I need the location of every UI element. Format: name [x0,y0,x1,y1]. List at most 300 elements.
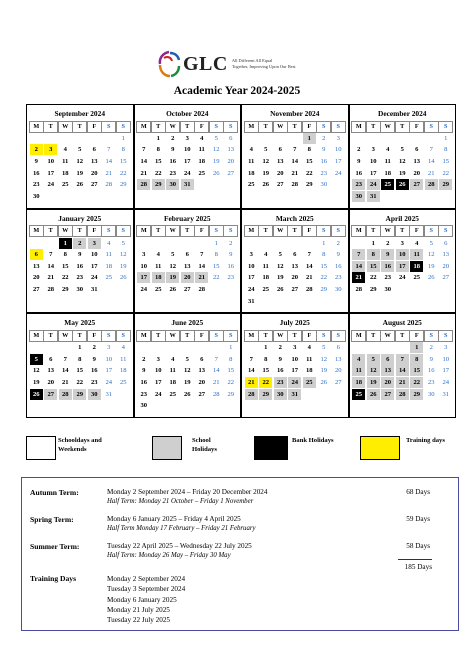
day-cell: 9 [142,367,146,375]
week-row [137,179,239,191]
week-row [137,260,239,272]
day-cell: 15 [305,158,313,166]
month-block [135,314,241,417]
day-cell: 5 [278,251,282,259]
week-row [29,272,131,284]
day-cell: 18 [61,169,69,177]
weekday-header: T [180,121,195,133]
week-row [137,284,239,296]
empty-day-cell [332,179,345,190]
day-cell: 27 [442,274,450,282]
empty-day-cell [425,191,438,202]
day-cell: 15 [442,158,450,166]
day-cell: 25 [105,274,113,282]
week-row [137,388,239,400]
day-cell: 7 [214,355,218,363]
day-cell: 5 [214,134,218,142]
day-cell: 10 [247,262,255,270]
day-cell: 3 [249,251,253,259]
empty-day-cell [30,238,43,249]
autumn-term-dates: Monday 2 September 2024 – Friday 20 December 2024 [107,488,268,496]
empty-day-cell [224,400,237,411]
empty-day-cell [439,296,452,307]
weekday-header: F [409,121,424,133]
day-cell: 25 [352,389,365,400]
day-cell: 29 [61,285,69,293]
day-cell: 25 [169,390,177,398]
day-cell: 8 [78,355,82,363]
day-cell: 7 [293,146,297,154]
weekday-header: M [29,121,44,133]
day-cell: 2 [357,146,361,154]
day-cell: 23 [76,274,84,282]
day-cell: 15 [212,262,220,270]
day-cell: 1 [121,134,125,142]
empty-day-cell [259,191,272,202]
day-cell: 8 [307,146,311,154]
day-cell: 18 [198,158,206,166]
day-cell: 11 [62,158,69,166]
day-cell: 13 [413,158,421,166]
day-cell: 18 [262,274,270,282]
empty-day-cell [102,284,115,295]
day-cell: 14 [61,367,69,375]
day-cell: 1 [303,133,316,144]
day-cell: 4 [121,344,125,352]
week-row [244,167,346,179]
day-cell: 7 [49,251,53,259]
day-cell: 10 [105,355,113,363]
empty-day-cell [195,191,208,202]
day-cell: 17 [154,379,162,386]
weekday-header: T [43,225,58,237]
day-cell: 8 [367,249,380,260]
weekday-header: M [244,330,259,342]
empty-day-cell [410,133,423,144]
day-cell: 16 [169,158,177,166]
day-cell: 19 [183,379,191,386]
weekday-header: T [151,121,166,133]
day-cell: 23 [90,379,98,386]
empty-day-cell [44,342,57,353]
empty-day-cell [410,296,423,307]
weekday-header: S [316,225,331,237]
empty-day-cell [181,238,194,249]
month-title: May 2025 [64,318,96,328]
day-cell: 4 [249,146,253,154]
weekday-header: T [258,121,273,133]
empty-day-cell [396,342,409,353]
day-cell: 19 [398,169,406,177]
day-cell: 12 [427,251,435,259]
day-cell: 1 [264,344,268,352]
day-cell: 31 [367,191,380,202]
weekday-header: M [29,330,44,342]
week-row [29,179,131,191]
weekday-header: S [223,225,238,237]
day-cell: 12 [398,158,406,166]
week-row [244,377,346,389]
weekday-header-row [244,226,346,238]
legend-item-schooldays: Schooldays and Weekends [26,436,102,460]
empty-day-cell [166,342,179,353]
day-cell: 14 [212,367,220,375]
empty-day-cell [396,133,409,144]
day-cell: 18 [410,261,423,272]
weekday-header: W [165,121,180,133]
day-cell: 21 [291,169,299,177]
week-row [137,249,239,261]
empty-day-cell [30,133,43,144]
day-cell: 23 [427,379,435,386]
month-title: June 2025 [171,318,204,328]
week-row [352,377,454,389]
spring-term-dates: Monday 6 January 2025 – Friday 4 April 2025 [107,515,241,523]
day-cell: 27 [410,179,423,190]
week-row [244,260,346,272]
day-cell: 11 [105,251,112,259]
week-row [29,156,131,168]
empty-day-cell [59,400,72,411]
weekday-header: W [380,121,395,133]
empty-day-cell [332,389,345,400]
day-cell: 12 [32,367,40,375]
day-cell: 29 [410,389,423,400]
empty-day-cell [317,296,330,307]
day-cell: 5 [30,354,43,365]
day-cell: 24 [47,181,55,189]
empty-day-cell [288,191,301,202]
day-cell: 26 [396,179,409,190]
day-cell: 10 [183,146,191,154]
week-row [352,190,454,202]
day-cell: 18 [305,367,313,375]
weekday-header: S [209,121,224,133]
day-cell: 23 [384,274,392,282]
day-cell: 1 [156,134,160,142]
empty-day-cell [274,191,287,202]
day-cell: 7 [307,251,311,259]
legend-swatch-black [254,436,288,460]
day-cell: 13 [198,367,206,375]
empty-day-cell [303,400,316,411]
week-row [244,388,346,400]
weekday-header: W [165,330,180,342]
day-cell: 13 [47,367,55,375]
day-cell: 24 [183,169,191,177]
weekday-header: M [351,121,366,133]
day-cell: 25 [413,274,421,282]
day-cell: 9 [92,355,96,363]
weekday-header: W [273,121,288,133]
day-cell: 20 [413,169,421,177]
day-cell: 2 [336,239,340,247]
day-cell: 20 [442,262,450,270]
empty-day-cell [381,296,394,307]
day-cell: 27 [44,389,57,400]
day-cell: 7 [107,146,111,154]
day-cell: 28 [59,389,72,400]
weekday-header: M [29,225,44,237]
empty-day-cell [259,238,272,249]
month-block [242,105,348,208]
day-cell: 11 [120,355,127,363]
empty-day-cell [303,389,316,400]
day-cell: 20 [181,272,194,283]
day-cell: 25 [303,377,316,388]
weekday-header: S [331,121,346,133]
day-cell: 9 [171,146,175,154]
total-divider [398,559,432,560]
day-cell: 5 [322,344,326,352]
week-row [137,156,239,168]
day-cell: 2 [30,144,43,155]
day-cell: 25 [262,285,270,293]
day-cell: 28 [425,179,438,190]
weekday-header: S [101,225,116,237]
day-cell: 28 [105,181,113,189]
day-cell: 28 [245,389,258,400]
day-cell: 6 [293,251,297,259]
training-days-list [107,574,185,625]
empty-day-cell [88,400,101,411]
empty-day-cell [152,342,165,353]
week-row [29,237,131,249]
weekday-header-row [137,226,239,238]
day-cell: 8 [214,251,218,259]
day-cell: 21 [140,169,148,177]
empty-day-cell [137,342,150,353]
empty-day-cell [102,191,115,202]
week-row [352,133,454,145]
week-row [29,365,131,377]
day-cell: 2 [92,344,96,352]
month-title: December 2024 [377,109,427,118]
day-cell: 19 [32,379,40,386]
weekday-header: W [380,330,395,342]
autumn-term-label: Autumn Term: [30,488,79,497]
empty-day-cell [410,191,423,202]
day-cell: 15 [262,367,270,375]
empty-day-cell [381,342,394,353]
day-cell: 31 [247,297,255,305]
day-cell: 2 [171,134,175,142]
day-cell: 30 [140,402,148,410]
empty-day-cell [137,133,150,144]
empty-day-cell [439,191,452,202]
weekday-header: T [287,121,302,133]
empty-day-cell [152,400,165,411]
day-cell: 25 [119,379,127,386]
empty-day-cell [210,179,223,190]
weekday-header: F [87,225,102,237]
weekday-header: M [136,225,151,237]
day-cell: 25 [61,181,69,189]
empty-day-cell [30,400,43,411]
weekday-header: S [209,225,224,237]
day-cell: 26 [119,274,127,282]
month-block [27,105,133,208]
day-cell: 6 [49,355,53,363]
weekday-header: S [424,330,439,342]
day-cell: 13 [90,158,98,166]
week-row [352,295,454,307]
day-cell: 26 [367,389,380,400]
empty-day-cell [425,400,438,411]
day-cell: 13 [442,251,450,259]
empty-day-cell [332,400,345,411]
day-cell: 5 [429,239,433,247]
day-cell: 7 [142,146,146,154]
empty-day-cell [117,400,130,411]
spring-term-days: 59 Days [406,515,430,523]
empty-day-cell [210,284,223,295]
weekday-header: W [58,330,73,342]
week-row [352,144,454,156]
week-row [29,260,131,272]
day-cell: 14 [305,262,313,270]
day-cell: 11 [155,262,162,270]
week-row [352,249,454,261]
empty-day-cell [59,191,72,202]
empty-day-cell [381,400,394,411]
week-row [137,190,239,202]
week-row [137,353,239,365]
day-cell: 20 [90,169,98,177]
day-cell: 11 [262,262,269,270]
day-cell: 29 [320,285,328,293]
month-block [27,314,133,417]
day-cell: 16 [140,379,148,386]
week-row [352,156,454,168]
weekday-header: S [331,225,346,237]
weekday-header: M [244,225,259,237]
day-cell: 26 [30,389,43,400]
day-cell: 23 [352,179,365,190]
week-row [352,237,454,249]
day-cell: 22 [320,274,328,282]
week-row [244,400,346,412]
day-cell: 12 [367,365,380,376]
day-cell: 9 [357,158,361,166]
day-cell: 14 [396,365,409,376]
empty-day-cell [259,296,272,307]
weekday-header: T [180,225,195,237]
day-cell: 27 [227,169,235,177]
weekday-header: F [87,330,102,342]
weekday-header: T [258,330,273,342]
day-cell: 19 [276,274,284,282]
empty-day-cell [166,191,179,202]
day-cell: 28 [47,285,55,293]
empty-day-cell [73,133,86,144]
empty-day-cell [88,133,101,144]
weekday-header: T [72,121,87,133]
day-cell: 6 [381,354,394,365]
day-cell: 27 [291,285,299,293]
empty-day-cell [88,191,101,202]
day-cell: 14 [140,158,148,166]
day-cell: 1 [78,344,82,352]
day-cell: 17 [442,367,450,375]
empty-day-cell [352,342,365,353]
day-cell: 16 [355,169,363,177]
empty-day-cell [166,400,179,411]
day-cell: 19 [262,169,270,177]
weekday-header-row [29,330,131,342]
day-cell: 22 [119,169,127,177]
day-cell: 18 [384,169,392,177]
empty-day-cell [181,400,194,411]
month-title: October 2024 [166,109,209,118]
day-cell: 3 [336,134,340,142]
day-cell: 7 [63,355,67,363]
empty-day-cell [396,284,409,295]
day-cell: 9 [278,355,282,363]
day-cell: 14 [427,158,435,166]
day-cell: 2 [73,238,86,249]
week-row [29,295,131,307]
empty-day-cell [195,179,208,190]
day-cell: 3 [107,344,111,352]
day-cell: 4 [264,251,268,259]
empty-day-cell [245,191,258,202]
week-row [352,353,454,365]
day-cell: 4 [63,146,67,154]
day-cell: 5 [367,354,380,365]
empty-day-cell [59,342,72,353]
empty-day-cell [166,296,179,307]
day-cell: 1 [410,342,423,353]
weekday-header: W [380,225,395,237]
day-cell: 2 [386,239,390,247]
weekday-header: S [223,330,238,342]
empty-day-cell [352,400,365,411]
day-cell: 13 [276,158,284,166]
training-day-item: Monday 2 September 2024 [107,575,186,583]
day-cell: 18 [169,379,177,386]
empty-day-cell [274,133,287,144]
week-row [244,342,346,354]
day-cell: 21 [305,274,313,282]
month-block [242,314,348,417]
empty-day-cell [102,133,115,144]
day-cell: 4 [200,134,204,142]
weekday-header: W [273,330,288,342]
day-cell: 21 [195,272,208,283]
empty-day-cell [224,179,237,190]
empty-day-cell [137,296,150,307]
empty-day-cell [44,400,57,411]
weekday-header-row [352,121,454,133]
weekday-header-row [352,226,454,238]
day-cell: 27 [334,379,342,386]
day-cell: 2 [142,355,146,363]
day-cell: 23 [334,274,342,282]
day-cell: 26 [169,285,177,293]
day-cell: 26 [276,285,284,293]
day-cell: 27 [90,181,98,189]
school-logo [155,47,296,81]
weekday-header: F [409,225,424,237]
empty-day-cell [425,133,438,144]
weekday-header: M [351,330,366,342]
day-cell: 22 [259,377,272,388]
empty-day-cell [367,133,380,144]
week-row [29,353,131,365]
weekday-header: S [116,121,131,133]
day-cell: 27 [183,285,191,293]
